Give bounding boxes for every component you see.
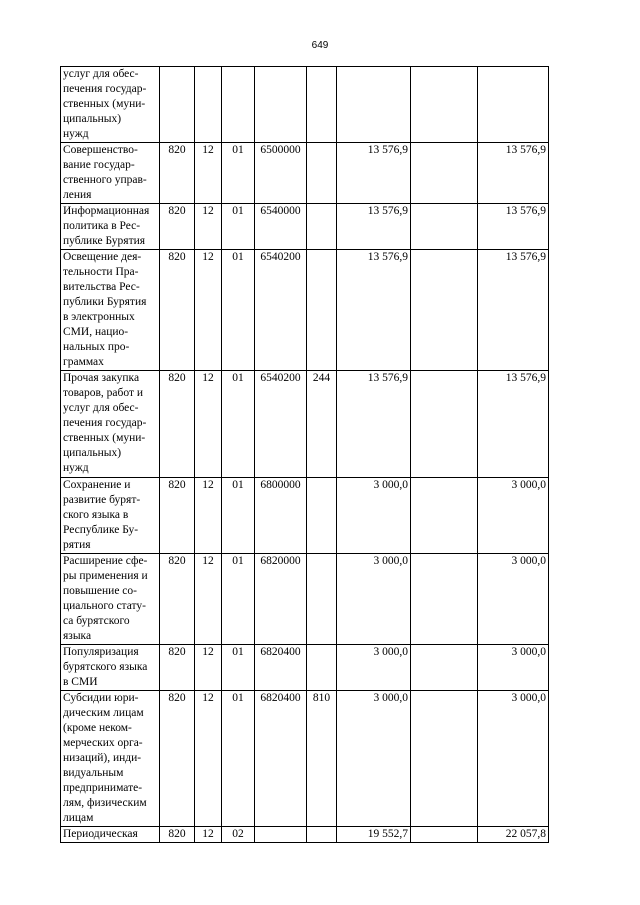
item-name-line: лям, физическим bbox=[63, 797, 147, 809]
ministry-code-cell: 820 bbox=[160, 691, 195, 827]
item-name-cell bbox=[61, 143, 160, 204]
expense-type-cell bbox=[307, 827, 337, 843]
subsection-code-cell: 01 bbox=[222, 645, 255, 691]
item-name-line: печения государ- bbox=[63, 417, 147, 429]
amount-cell: 19 552,7 bbox=[337, 827, 411, 843]
item-name-line: вительства Рес- bbox=[63, 281, 140, 293]
item-name-line: Прочая закупка bbox=[63, 372, 140, 384]
item-name-line: повышение со- bbox=[63, 585, 137, 597]
amount-cell: 13 576,9 bbox=[478, 250, 549, 371]
item-name-line: публике Бурятия bbox=[63, 235, 146, 247]
item-name-line: публики Бурятия bbox=[63, 296, 147, 308]
table-row bbox=[61, 554, 549, 645]
item-name-line: услуг для обес- bbox=[63, 402, 139, 414]
item-name-line: видуальным bbox=[63, 767, 124, 779]
item-name-line: ления bbox=[63, 189, 92, 201]
amount-cell bbox=[411, 143, 478, 204]
ministry-code-cell: 820 bbox=[160, 478, 195, 554]
ministry-code-cell: 820 bbox=[160, 827, 195, 843]
subsection-code-cell: 01 bbox=[222, 554, 255, 645]
item-name-line: в СМИ bbox=[63, 676, 98, 688]
item-name-line: циального стату- bbox=[63, 600, 146, 612]
item-name-line: мерческих орга- bbox=[63, 737, 143, 749]
item-name-line: Субсидии юри- bbox=[63, 692, 139, 704]
amount-cell: 13 576,9 bbox=[337, 371, 411, 478]
subsection-code-cell: 01 bbox=[222, 250, 255, 371]
expense-type-cell bbox=[307, 250, 337, 371]
item-name-line: вание государ- bbox=[63, 159, 135, 171]
expense-type-cell bbox=[307, 554, 337, 645]
amount-cell: 3 000,0 bbox=[478, 554, 549, 645]
amount-cell: 13 576,9 bbox=[478, 204, 549, 250]
item-name-line: Информационная bbox=[63, 205, 150, 217]
item-name-line: ры применения и bbox=[63, 570, 148, 582]
item-name-line: бурятского языка bbox=[63, 661, 148, 673]
item-name-line: нальных про- bbox=[63, 341, 130, 353]
item-name-cell bbox=[61, 250, 160, 371]
item-name-cell bbox=[61, 478, 160, 554]
ministry-code-cell: 820 bbox=[160, 143, 195, 204]
target-article-cell: 6820000 bbox=[255, 554, 307, 645]
section-code-cell: 12 bbox=[195, 371, 222, 478]
item-name-cell bbox=[61, 691, 160, 827]
expense-type-cell bbox=[307, 478, 337, 554]
ministry-code-cell: 820 bbox=[160, 250, 195, 371]
table-row bbox=[61, 478, 549, 554]
table-row bbox=[61, 371, 549, 478]
amount-cell: 13 576,9 bbox=[337, 250, 411, 371]
amount-cell bbox=[411, 827, 478, 843]
item-name-line: Республике Бу- bbox=[63, 524, 139, 536]
target-article-cell bbox=[255, 827, 307, 843]
target-article-cell bbox=[255, 67, 307, 143]
amount-cell bbox=[411, 250, 478, 371]
amount-cell: 3 000,0 bbox=[478, 478, 549, 554]
item-name-line: политика в Рес- bbox=[63, 220, 141, 232]
amount-cell bbox=[337, 67, 411, 143]
ministry-code-cell: 820 bbox=[160, 645, 195, 691]
item-name-line: рятия bbox=[63, 539, 91, 551]
expense-type-cell: 810 bbox=[307, 691, 337, 827]
item-name-line: нужд bbox=[63, 462, 89, 474]
item-name-line: низаций), инди- bbox=[63, 752, 142, 764]
item-name-line: тельности Пра- bbox=[63, 266, 139, 278]
item-name-line: предпринимате- bbox=[63, 782, 143, 794]
table-row bbox=[61, 645, 549, 691]
amount-cell bbox=[411, 371, 478, 478]
item-name-cell bbox=[61, 204, 160, 250]
item-name-line: Совершенство- bbox=[63, 144, 138, 156]
ministry-code-cell: 820 bbox=[160, 371, 195, 478]
section-code-cell: 12 bbox=[195, 143, 222, 204]
item-name-line: граммах bbox=[63, 356, 104, 368]
expense-type-cell bbox=[307, 143, 337, 204]
item-name-cell bbox=[61, 554, 160, 645]
item-name-line: языка bbox=[63, 630, 92, 642]
target-article-cell: 6540200 bbox=[255, 371, 307, 478]
target-article-cell: 6820400 bbox=[255, 691, 307, 827]
item-name-line: ственных (муни- bbox=[63, 98, 146, 110]
ministry-code-cell: 820 bbox=[160, 554, 195, 645]
amount-cell: 3 000,0 bbox=[478, 645, 549, 691]
amount-cell bbox=[411, 691, 478, 827]
item-name-line: дическим лицам bbox=[63, 707, 144, 719]
table-row bbox=[61, 204, 549, 250]
section-code-cell: 12 bbox=[195, 250, 222, 371]
section-code-cell: 12 bbox=[195, 691, 222, 827]
amount-cell bbox=[478, 67, 549, 143]
item-name-line: Популяризация bbox=[63, 646, 139, 658]
item-name-line: ственного управ- bbox=[63, 174, 147, 186]
item-name-line: товаров, работ и bbox=[63, 387, 144, 399]
section-code-cell: 12 bbox=[195, 827, 222, 843]
item-name-line: Периодическая bbox=[63, 828, 138, 840]
amount-cell bbox=[411, 554, 478, 645]
section-code-cell: 12 bbox=[195, 554, 222, 645]
amount-cell: 3 000,0 bbox=[337, 691, 411, 827]
item-name-line: нужд bbox=[63, 128, 89, 140]
item-name-line: услуг для обес- bbox=[63, 68, 139, 80]
subsection-code-cell: 01 bbox=[222, 371, 255, 478]
section-code-cell: 12 bbox=[195, 204, 222, 250]
table-row bbox=[61, 67, 549, 143]
amount-cell: 13 576,9 bbox=[478, 371, 549, 478]
item-name-line: в электронных bbox=[63, 311, 135, 323]
amount-cell bbox=[411, 478, 478, 554]
target-article-cell: 6540200 bbox=[255, 250, 307, 371]
subsection-code-cell: 01 bbox=[222, 143, 255, 204]
ministry-code-cell: 820 bbox=[160, 204, 195, 250]
item-name-line: ципальных) bbox=[63, 113, 122, 125]
page-number: 649 bbox=[311, 40, 329, 51]
section-code-cell: 12 bbox=[195, 478, 222, 554]
item-name-line: Освещение дея- bbox=[63, 251, 142, 263]
item-name-cell bbox=[61, 645, 160, 691]
subsection-code-cell: 01 bbox=[222, 204, 255, 250]
target-article-cell: 6800000 bbox=[255, 478, 307, 554]
amount-cell bbox=[411, 67, 478, 143]
amount-cell: 3 000,0 bbox=[337, 645, 411, 691]
amount-cell: 3 000,0 bbox=[337, 478, 411, 554]
amount-cell: 13 576,9 bbox=[337, 204, 411, 250]
subsection-code-cell bbox=[222, 67, 255, 143]
amount-cell: 3 000,0 bbox=[337, 554, 411, 645]
item-name-line: СМИ, нацио- bbox=[63, 326, 129, 338]
subsection-code-cell: 02 bbox=[222, 827, 255, 843]
expense-type-cell: 244 bbox=[307, 371, 337, 478]
subsection-code-cell: 01 bbox=[222, 691, 255, 827]
item-name-line: печения государ- bbox=[63, 83, 147, 95]
item-name-line: (кроме неком- bbox=[63, 722, 132, 734]
item-name-line: са бурятского bbox=[63, 615, 130, 627]
table-row bbox=[61, 691, 549, 827]
item-name-line: ского языка в bbox=[63, 509, 129, 521]
expense-type-cell bbox=[307, 645, 337, 691]
target-article-cell: 6500000 bbox=[255, 143, 307, 204]
item-name-cell bbox=[61, 371, 160, 478]
item-name-cell bbox=[61, 67, 160, 143]
amount-cell bbox=[411, 645, 478, 691]
item-name-cell bbox=[61, 827, 160, 843]
subsection-code-cell: 01 bbox=[222, 478, 255, 554]
table-row bbox=[61, 827, 549, 843]
target-article-cell: 6820400 bbox=[255, 645, 307, 691]
ministry-code-cell bbox=[160, 67, 195, 143]
amount-cell bbox=[411, 204, 478, 250]
target-article-cell: 6540000 bbox=[255, 204, 307, 250]
amount-cell: 13 576,9 bbox=[337, 143, 411, 204]
item-name-line: Сохранение и bbox=[63, 479, 131, 491]
amount-cell: 3 000,0 bbox=[478, 691, 549, 827]
item-name-line: ципальных) bbox=[63, 447, 122, 459]
item-name-line: Расширение сфе- bbox=[63, 555, 148, 567]
amount-cell: 22 057,8 bbox=[478, 827, 549, 843]
item-name-line: развитие бурят- bbox=[63, 494, 141, 506]
amount-cell: 13 576,9 bbox=[478, 143, 549, 204]
expense-type-cell bbox=[307, 67, 337, 143]
section-code-cell: 12 bbox=[195, 645, 222, 691]
table-row bbox=[61, 250, 549, 371]
item-name-line: лицам bbox=[63, 812, 94, 824]
table-row bbox=[61, 143, 549, 204]
section-code-cell bbox=[195, 67, 222, 143]
expense-type-cell bbox=[307, 204, 337, 250]
item-name-line: ственных (муни- bbox=[63, 432, 146, 444]
budget-table bbox=[60, 66, 549, 843]
